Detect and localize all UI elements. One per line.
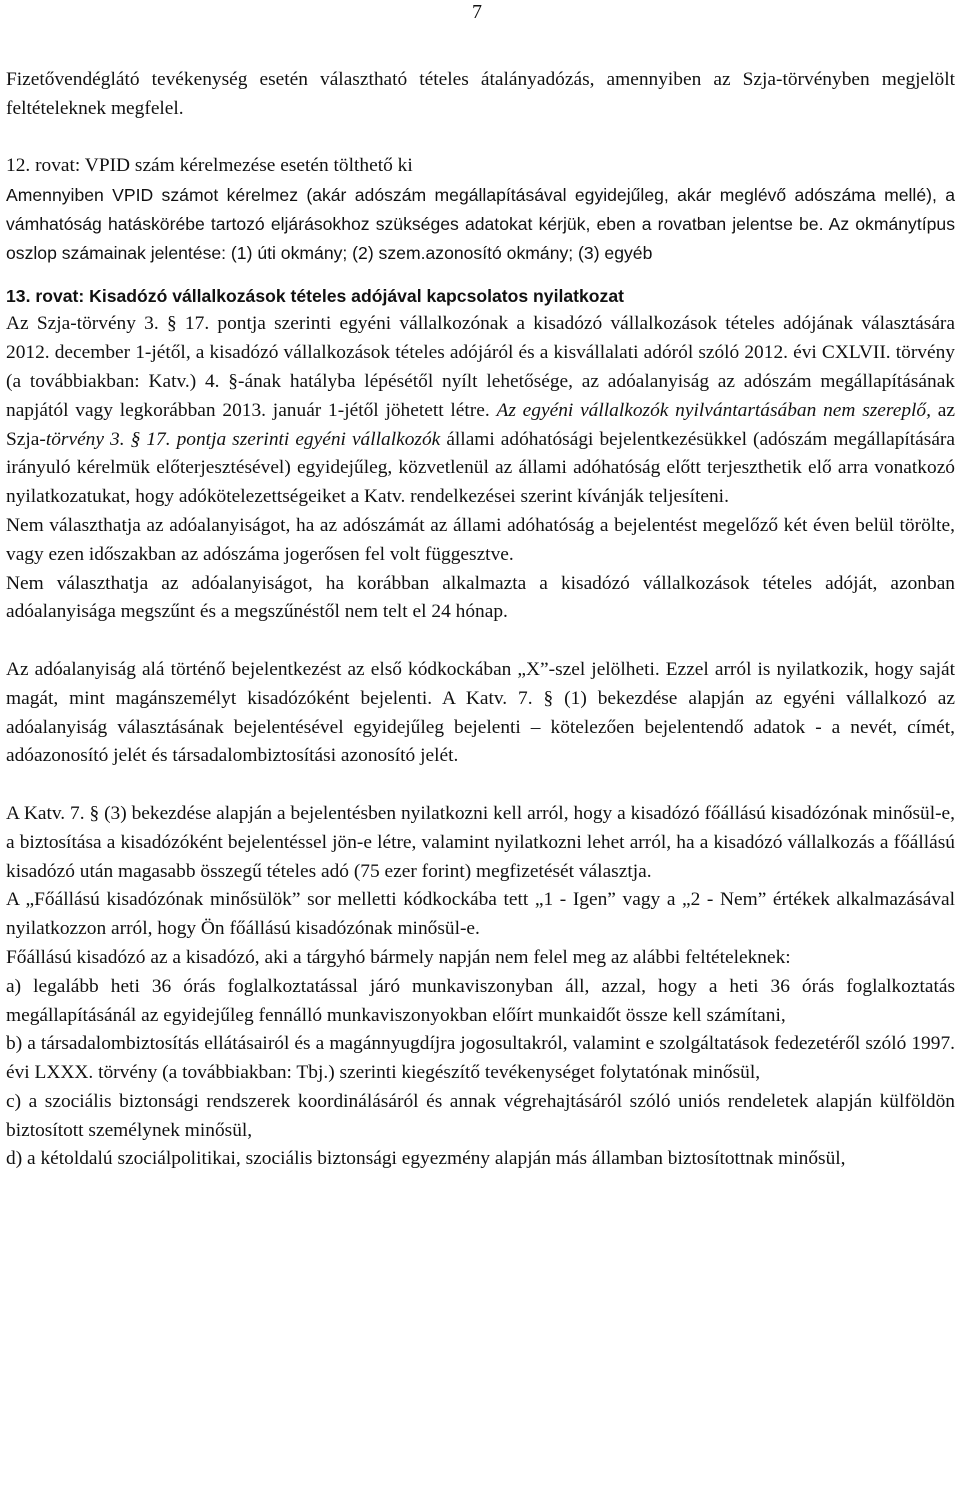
s13-p1-part-c: az Szja- (6, 399, 955, 450)
section-13-heading: 13. rovat: Kisadózó vállalkozások tételes adójával kapcsolatos nyilatkozat (6, 285, 624, 306)
section-12-heading: 12. rovat: VPID szám kérelmezése esetén tölthető ki (6, 155, 413, 177)
condition-list-item-c: c) a szociális biztonsági rendszerek koordinálásáról és annak végrehajtásáról szóló uniós rendeletek alapján külföldön biztosított személynek minősül, (6, 1090, 955, 1141)
s13-p1-part-d: törvény 3. § 17. pontja szerinti egyéni vállalkozók (45, 428, 441, 450)
section-13-paragraph-4: Az adóalanyiság alá történő bejelentkezést az első kódkockában „X”-szel jelölheti. Ezzel arról is nyilatkozik, hogy saját magát, mint magánszemélyt kisadózóként bejelenti. A Katv. 7. § (1) bekezdése alapján az egyéni vállalkozó az adóalanyiság választásának bejelentésével egyidejűleg bejelenti ‒ kötelezően bejelentendő adatok - a nevét, címét, adóazonosító jelét és társadalombiztosítási azonosító jelét. (6, 658, 955, 767)
s13-p1-part-a: Az Szja-törvény 3. § 17. pontja szerinti egyéni vállalkozónak a kisadózó vállalkozások tételes adójának választására 2012. december 1-jétől, a kisadózó vállalkozások tételes adójáról és a kisvállalati adóról szóló 2012. évi CXLVII. törvény (a továbbiakban: Katv.) 4. §-ának hatályba lépésétől nyílt lehetősége, az adóalanyiság az adószám megállapításának napjától vagy legkorábban 2013. január 1-jétől jöhetett létre. (6, 313, 955, 421)
condition-list-item-d: d) a kétoldalú szociálpolitikai, szociális biztonsági egyezmény alapján más államban biztosítottnak minősül, (6, 1148, 846, 1170)
section-13-paragraph-2: Nem választhatja az adóalanyiságot, ha az adószámát az állami adóhatóság a bejelentést megelőző két éven belül törölte, vagy ezen időszakban az adószáma jogerősen fel volt függesztve. (6, 514, 955, 565)
condition-list-item-a: a) legalább heti 36 órás foglalkoztatással járó munkaviszonyban áll, azzal, hogy a heti 36 órás foglalkoztatás megállapításánál az egyidejűleg fennálló munkaviszonyokban előírt munkaidőt össze kell számítani, (6, 975, 955, 1026)
condition-list-item-b: b) a társadalombiztosítás ellátásairól és a magánnyugdíjra jogosultakról, valamint e szolgáltatások fedezetéről szóló 1997. évi LXXX. törvény (a továbbiakban: Tbj.) szerinti kiegészítő tevékenységet folytatónak minősül, (6, 1033, 955, 1084)
document-body (6, 66, 955, 1174)
section-13-paragraph-7: Főállású kisadózó az a kisadózó, aki a tárgyhó bármely napján nem felel meg az alábbi feltételeknek: (6, 946, 791, 968)
section-12 (6, 152, 955, 267)
section-13-paragraph-3: Nem választhatja az adóalanyiságot, ha korábban alkalmazta a kisadózó vállalkozások tételes adóját, azonban adóalanyisága megszűnt és a megszűnéstől nem telt el 24 hónap. (6, 572, 955, 623)
page-number: 7 (472, 1, 482, 23)
section-13-paragraph-6: A „Főállású kisadózónak minősülök” sor melletti kódkockába tett „1 - Igen” vagy a „2 - Nem” értékek alkalmazásával nyilatkozzon arról, hogy Ön főállású kisadózónak minősül-e. (6, 889, 955, 940)
section-12-text: Amennyiben VPID számot kérelmez (akár adószám megállapításával egyidejűleg, akár meglévő adószáma mellé), a vámhatóság hatáskörébe tartozó eljárásokhoz szükséges adatokat kérjük, eben a rovatban jelentse be. Az okmánytípus oszlop számainak jelentése: (1) úti okmány; (2) szem.azonosító okmány; (3) egyéb (6, 185, 955, 263)
s13-p1-part-b: Az egyéni vállalkozók nyilvántartásában nem szereplő, (496, 399, 931, 421)
section-13-paragraph-5: A Katv. 7. § (3) bekezdése alapján a bejelentésben nyilatkozni kell arról, hogy a kisadózó főállású kisadózónak minősül-e, a biztosítása a kisadózóként bejelentéssel jön-e létre, valamint nyilatkozni lehet arról, ha a kisadózó vállalkozás a főállású kisadózó után magasabb összegű tételes adó (75 ezer forint) megfizetését választja. (6, 802, 955, 882)
intro-paragraph: Fizetővendéglátó tevékenység esetén választható tételes átalányadózás, amennyiben az Szja-törvényben megjelölt feltételeknek megfelel. (6, 69, 955, 119)
section-13 (6, 282, 955, 1175)
s13-p1-part-e: állami adóhatósági bejelentkezésükkel (adószám megállapítására irányuló kérelmük előterjesztésével) egyidejűleg, közvetlenül az állami adóhatóság előtt terjeszthetik elő arra vonatkozó nyilatkozatukat, hogy adókötelezettségeiket a Katv. rendelkezései szerint kívánják teljesíteni. (6, 428, 955, 508)
section-13-paragraph-1 (6, 310, 955, 512)
